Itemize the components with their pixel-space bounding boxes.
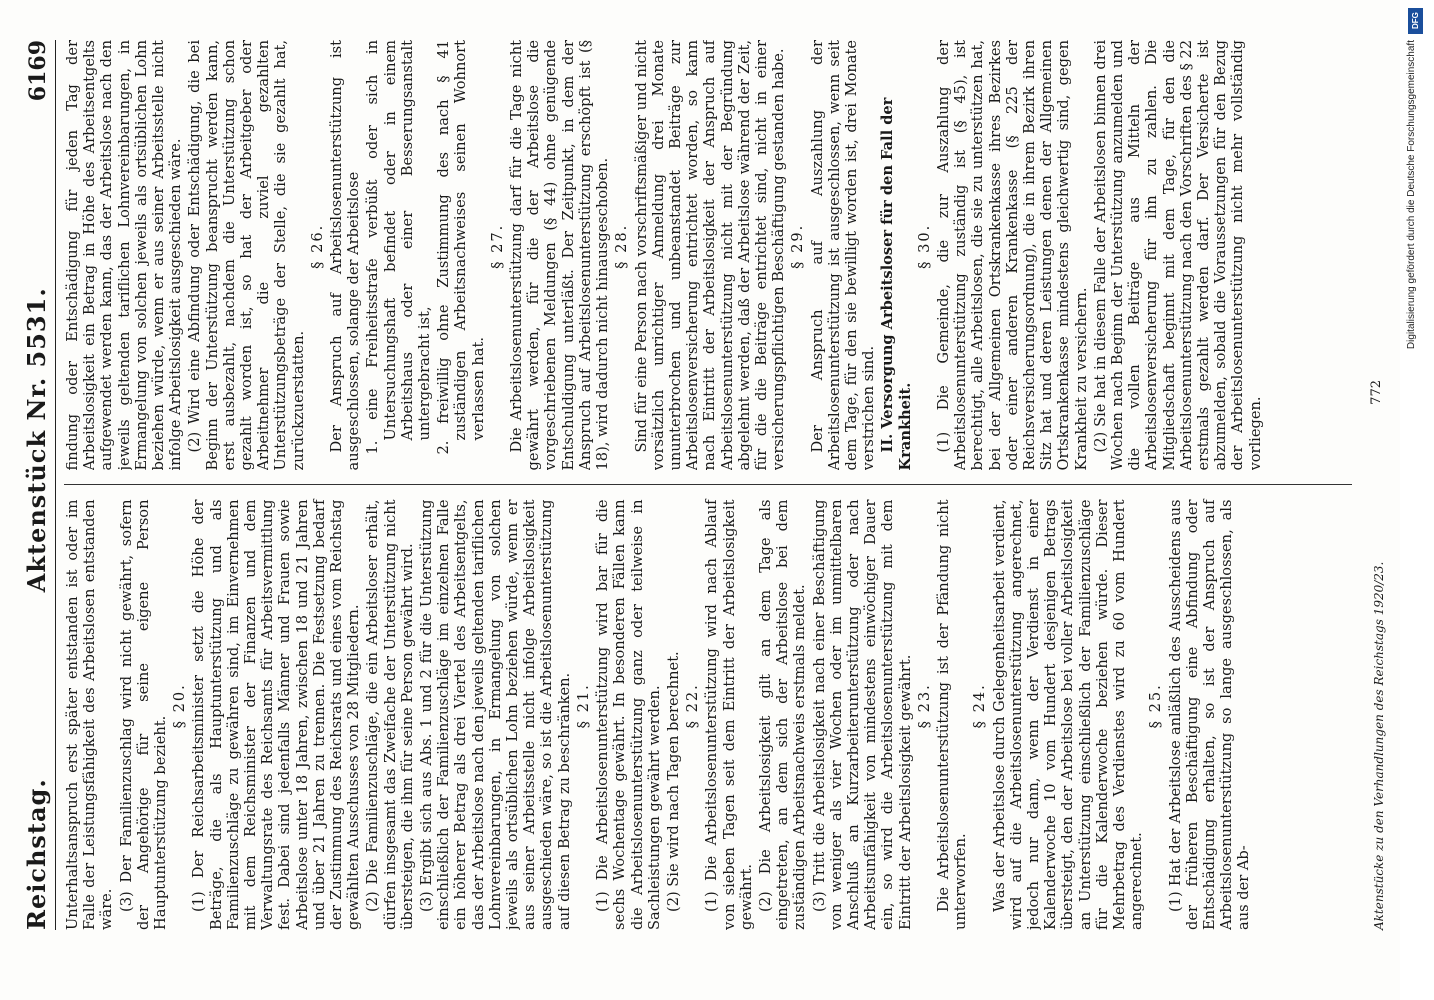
section-heading: § 24. [971,683,989,729]
page-header [22,40,56,930]
paragraph: findung oder Entschädigung für jeden Tag der Arbeitslosigkeit ein Betrag in Höhe des Arbeitsentgelts aufgewendet werden kann, das der Arbeitslose nach den jeweils geltenden tariflichen Lohnvereinbarungen, in Ermangelung von solchen jeweils als ortsüblichen Lohn beziehen würde, wenn er aus seiner Arbeitsstelle nicht infolge Arbeitslosigkeit ausgeschieden wäre. [64,40,185,471]
left-column [64,485,1352,931]
section-heading: § 21. [574,683,592,729]
paragraph: (3) Tritt die Arbeitslosigkeit nach einer Beschäftigung von weniger als vier Wochen oder im unmittelbaren Anschluß an Kurzarbeiterunterstützung oder nach Arbeitsunfähigkeit von mindestens einwöchiger Dauer ein, so wird die Arbeitslosenunterstützung mit dem Eintritt der Arbeitslosigkeit gewährt. [810,499,914,930]
paragraph: Der Anspruch auf Auszahlung der Arbeitslosenunterstützung ist ausgeschlossen, wenn seit dem Tage, für den sie bewilligt worden ist, drei Monate verstrichen sind. [808,40,878,471]
paragraph: (2) Sie wird nach Tagen berechnet. [664,651,682,912]
paragraph: Was der Arbeitslose durch Gelegenheitsarbeit verdient, wird auf die Arbeitslosenunterstützung angerechnet, jedoch nur dann, wenn der Verdienst in einer Kalenderwoche 10 vom Hundert desjenigen Betrags übersteigt, den der Arbeitslose bei voller Arbeitslosigkeit an Unterstützung einschließlich der Familienzuschläge für die Kalenderwoche beziehen würde. Dieser Mehrbetrag des Verdienstes wird zu 60 vom Hundert angerechnet. [990,499,1146,930]
section-heading: § 26. [308,223,326,269]
paragraph: (2) Sie hat in diesem Falle der Arbeitslosen binnen drei Wochen nach Beginn der Unterstützung anzumelden und die vollen Beiträge aus Mitteln der Arbeitslosenversicherung für ihn zu zahlen. Die Mitgliedschaft beginnt mit dem Tage, für den die Arbeitslosenunterstützung nach den Vorschriften des § 22 erstmals gezahlt werden darf. Der Versicherte ist abzumelden, sobald die Voraussetzungen für den Bezug der Arbeitslosenunterstützung nicht mehr vollständig vorliegen. [1091,40,1264,471]
subsection-heading: II. Versorgung Arbeitsloser für den Fall der Krankheit. [879,97,914,471]
section-heading: § 22. [684,683,702,729]
paragraph: Sind für eine Person nach vorschriftsmäßiger und nicht vorsätzlich unrichtiger Anmeldung drei Monate ununterbrochen und unbeanstandet Beiträge zur Arbeitslosenversicherung entrichtet worden, so kann nach Eintritt der Arbeitslosigkeit der Anspruch auf Arbeitslosenunterstützung nicht mit der Begründung abgelehnt werden, daß der Arbeitslose während der Zeit, für die die Beiträge entrichtet sind, nicht in einer versicherungspflichtigen Beschäftigung gestanden habe. [632,40,788,471]
header-left: Reichstag. [22,778,51,930]
paragraph: (1) Die Arbeitslosenunterstützung wird bar für die sechs Wochentage gewährt. In besonderen Fällen kann die Arbeitslosenunterstützung ganz oder teilweise in Sachleistungen gewährt werden. [594,499,663,930]
digitization-sidebar [1400,0,1434,1000]
paragraph: (2) Wird eine Abfindung oder Entschädigung, die bei Beginn der Unterstützung beansprucht werden kann, erst ausbezahlt, nachdem die Unterstützung schon gezahlt worden ist, so hat der Arbeitgeber oder Arbeitnehmer die zuviel gezahlten Unterstützungsbeträge der Stelle, die sie gezahlt hat, zurückzuerstatten. [186,40,307,471]
paragraph: (1) Der Reichsarbeitsminister setzt die Höhe der Beträge, die als Hauptunterstützung und als Familienzuschläge zu gewähren sind, im Einvernehmen mit dem Reichsminister der Finanzen und dem Verwaltungsrate des Reichsamts für Arbeitsvermittlung fest. Dabei sind jedenfalls Männer und Frauen sowie Arbeitslose unter 18 Jahren, zwischen 18 und 21 Jahren und über 21 Jahren zu trennen. Die Festsetzung bedarf der Zustimmung des Reichsrats und eines vom Reichstag gewählten Ausschusses von 28 Mitgliedern. [190,499,363,930]
paragraph: (2) Die Familienzuschläge, die ein Arbeitsloser erhält, dürfen insgesamt das Zweifache der Unterstützung nicht übersteigen, die ihm für seine Person gewährt wird. [364,499,416,930]
paragraph: (1) Hat der Arbeitslose anläßlich des Ausscheidens aus der früheren Beschäftigung eine Abfindung oder Entschädigung erhalten, so ist der Anspruch auf Arbeitslosenunterstützung so lange ausgeschlossen, als aus der Ab- [1166,499,1253,930]
paragraph: (1) Die Arbeitslosenunterstützung wird nach Ablauf von sieben Tagen seit dem Eintritt der Arbeitslosigkeit gewährt. [703,499,755,930]
paragraph: Der Anspruch auf Arbeitslosenunterstützung ist ausgeschlossen, solange der Arbeitslose [328,40,363,471]
section-heading: § 29. [789,223,807,269]
digitization-credit: Digitalisierung gefördert durch die Deutsche Forschungsgemeinschaft [1406,40,1417,350]
dfg-logo-icon: DFG [1408,8,1423,34]
paragraph: (2) Die Arbeitslosigkeit gilt an dem Tage als eingetreten, an dem sich der Arbeitslose bei dem zuständigen Arbeitsnachweis erstmals meldet. [756,499,809,930]
section-heading: § 20. [171,683,189,729]
header-title: Aktenstück Nr. 5531. [22,287,51,593]
list-item: 2. freiwillig ohne Zustimmung des nach § 41 zuständigen Arbeitsnachweises seinen Wohnort verlassen hat. [435,40,487,455]
section-heading: § 25. [1147,683,1165,729]
footer-number: 772 [1369,380,1384,405]
paragraph: (3) Der Familienzuschlag wird nicht gewährt, sofern der Angehörige für seine eigene Person Hauptunterstützung bezieht. [117,499,170,930]
list-item: 1. eine Freiheitsstrafe verbüßt oder sich in Untersuchungshaft befindet oder in einem Arbeitshaus oder einer Besserungsanstalt untergebracht ist, [364,40,434,455]
section-heading: § 27. [488,223,506,269]
right-column [64,40,1352,471]
footer-source: Aktenstücke zu den Verhandlungen des Reichstags 1920/23. [1372,561,1386,930]
section-heading: § 28. [613,223,631,269]
section-heading: § 30. [915,223,933,269]
paragraph: (3) Ergibt sich aus Abs. 1 und 2 für die Unterstützung einschließlich der Familienzuschläge im einzelnen Falle ein höherer Betrag als drei Viertel des Arbeitsentgelts, das der Arbeitslose nach den jeweils geltenden tariflichen Lohnvereinbarungen, in Ermangelung von solchen jeweils als ortsüblichen Lohn beziehen würde, wenn er aus seiner Arbeitsstelle nicht infolge Arbeitslosigkeit ausgeschieden wäre, so ist die Arbeitslosenunterstützung auf diesen Betrag zu beschränken. [418,499,573,930]
paragraph: Die Arbeitslosenunterstützung ist der Pfändung nicht unterworfen. [934,499,970,930]
paragraph: Die Arbeitslosenunterstützung darf für die Tage nicht gewährt werden, für die der Arbeitslose die vorgeschriebenen Meldungen (§ 44) ohne genügende Entschuldigung unterläßt. Der Zeitpunkt, in dem der Anspruch auf Arbeitslosenunterstützung erschöpft ist (§ 18), wird dadurch nicht hinausgeschoben. [508,40,612,471]
paragraph: Unterhaltsanspruch erst später entstanden ist oder im Falle der Leistungsfähigkeit des Arbeitslosen entstanden wäre. [64,499,116,930]
page-number: 6169 [25,40,51,102]
section-heading: § 23. [915,683,933,729]
text-columns [64,40,1352,930]
paragraph: (1) Die Gemeinde, die zur Auszahlung der Arbeitslosenunterstützung zuständig ist (§ 45), ist berechtigt, alle Arbeitslosen, die sie zu unterstützen hat, bei der Allgemeinen Ortskrankenkasse ihres Bezirkes oder einer anderen Krankenkasse (§ 225 der Reichsversicherungsordnung), die in ihrem Bezirk ihren Sitz hat und deren Leistungen denen der Allgemeinen Ortskrankenkasse mindestens gleichwertig sind, gegen Krankheit zu versichern. [934,40,1090,471]
